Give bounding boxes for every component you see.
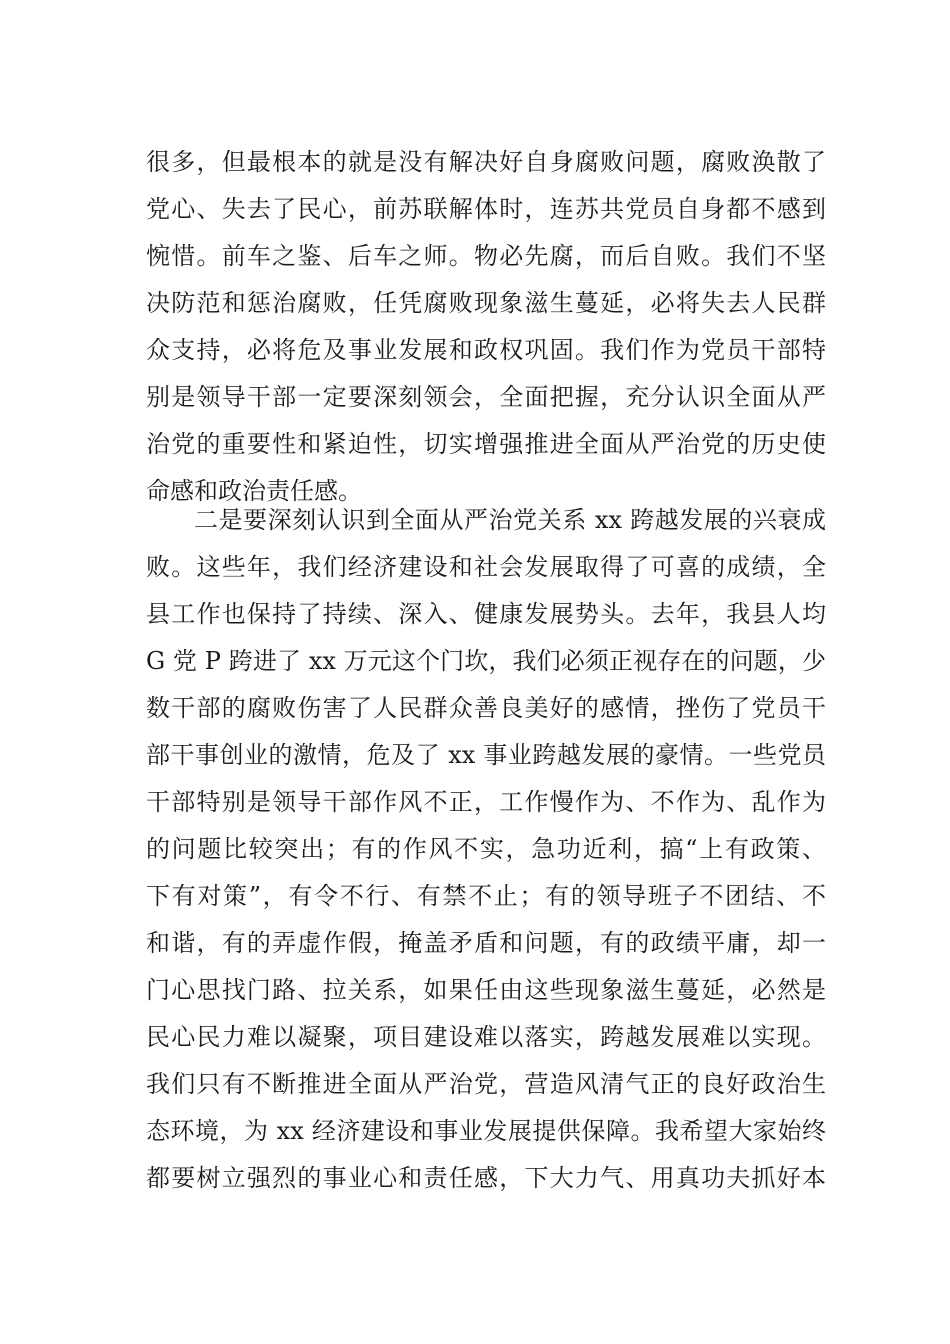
text-line: 的问题比较突出；有的作风不实，急功近利，搞“上有政策、 (146, 835, 826, 863)
text-line: 门心思找门路、拉关系，如果任由这些现象滋生蔓延，必然是 (146, 976, 826, 1004)
paragraph-heading-line: 二是要深刻认识到全面从严治党关系 xx 跨越发展的兴衰成 (194, 506, 826, 534)
text-line: 决防范和惩治腐败，任凭腐败现象滋生蔓延，必将失去人民群 (146, 289, 826, 317)
text-line: 态环境，为 xx 经济建设和事业发展提供保障。我希望大家始终 (146, 1117, 826, 1145)
text-line: 惋惜。前车之鉴、后车之师。物必先腐，而后自败。我们不坚 (146, 242, 826, 270)
text-line: 干部特别是领导干部作风不正，工作慢作为、不作为、乱作为 (146, 788, 826, 816)
text-line: 很多，但最根本的就是没有解决好自身腐败问题，腐败涣散了 (146, 148, 826, 176)
paragraph-continued (146, 139, 826, 515)
text-line: 治党的重要性和紧迫性，切实增强推进全面从严治党的历史使 (146, 430, 826, 458)
paragraph-point-two (146, 497, 826, 1202)
text-line: 和谐，有的弄虚作假，掩盖矛盾和问题，有的政绩平庸，却一 (146, 929, 826, 957)
text-line: 命感和政治责任感。 (146, 477, 362, 505)
text-line: 县工作也保持了持续、深入、健康发展势头。去年，我县人均 (146, 600, 826, 628)
text-line: 败。这些年，我们经济建设和社会发展取得了可喜的成绩，全 (146, 553, 826, 581)
text-line: 别是领导干部一定要深刻领会，全面把握，充分认识全面从严 (146, 383, 826, 411)
text-line: 党心、失去了民心，前苏联解体时，连苏共党员自身都不感到 (146, 195, 826, 223)
text-line: 都要树立强烈的事业心和责任感，下大力气、用真功夫抓好本 (146, 1164, 826, 1192)
text-line: 众支持，必将危及事业发展和政权巩固。我们作为党员干部特 (146, 336, 826, 364)
text-line: 我们只有不断推进全面从严治党，营造风清气正的良好政治生 (146, 1070, 826, 1098)
text-line: 民心民力难以凝聚，项目建设难以落实，跨越发展难以实现。 (146, 1023, 826, 1051)
text-line: 下有对策”，有令不行、有禁不止；有的领导班子不团结、不 (146, 882, 826, 910)
text-line: 数干部的腐败伤害了人民群众善良美好的感情，挫伤了党员干 (146, 694, 826, 722)
text-line: 部干事创业的激情，危及了 xx 事业跨越发展的豪情。一些党员 (146, 741, 826, 769)
text-line: G 党 P 跨进了 xx 万元这个门坎，我们必须正视存在的问题，少 (146, 647, 826, 675)
